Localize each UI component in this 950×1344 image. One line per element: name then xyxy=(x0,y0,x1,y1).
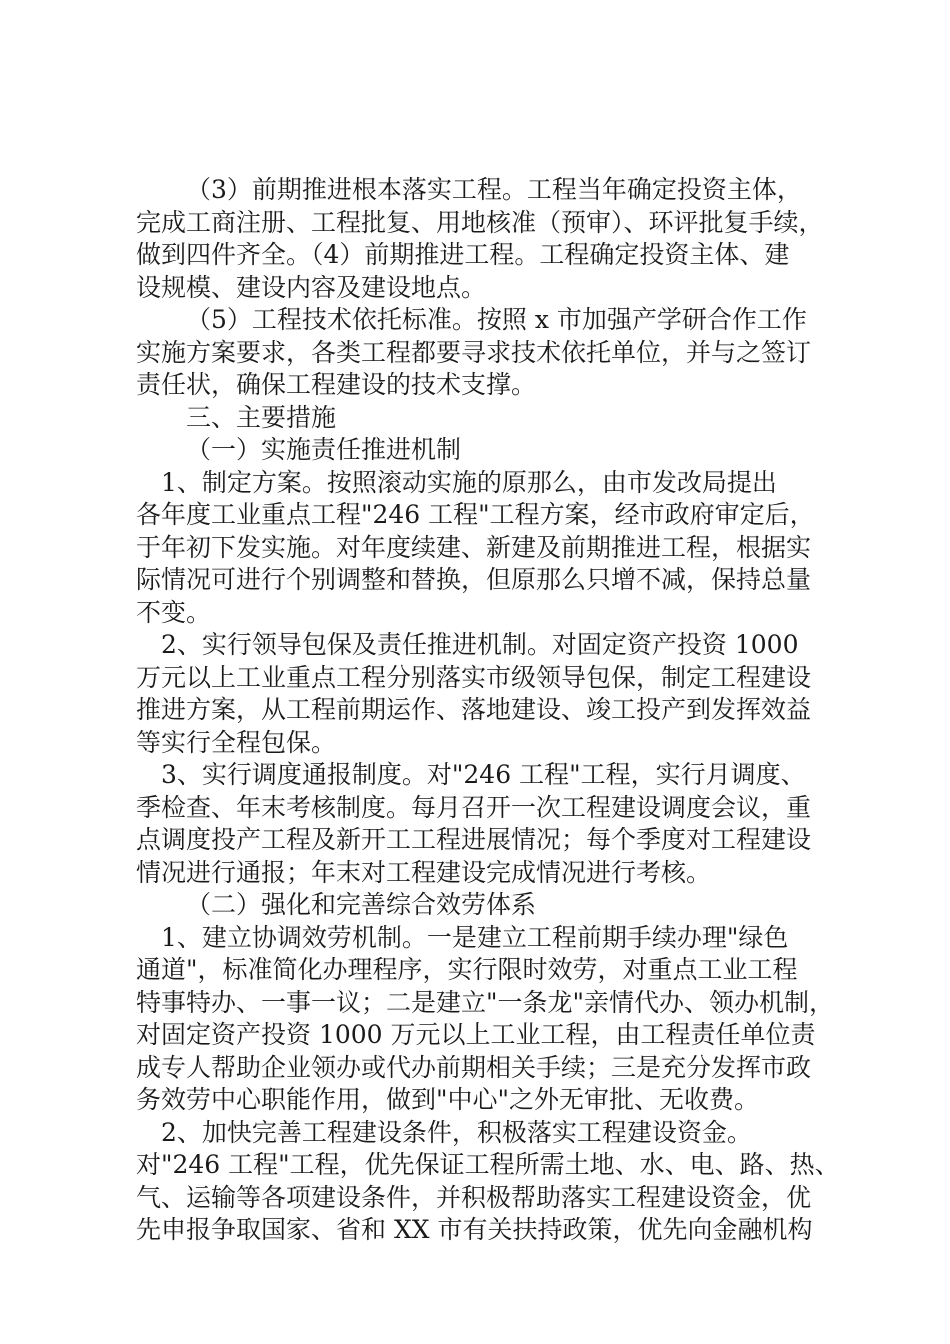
paragraph-line: 通道"，标准简化办理程序，实行限时效劳，对重点工业工程 xyxy=(136,955,798,984)
paragraph-line: 2、实行领导包保及责任推进机制。对固定资产投资 1000 xyxy=(161,630,799,659)
paragraph-line: 成专人帮助企业领办或代办前期相关手续；三是充分发挥市政 xyxy=(136,1052,812,1082)
paragraph-line: 设规模、建设内容及建设地点。 xyxy=(136,272,487,302)
paragraph-line: 万元以上工业重点工程分别落实市级领导包保，制定工程建设 xyxy=(136,662,812,692)
paragraph-line: 特事特办、一事一议；二是建立"一条龙"亲情代办、领办机制， xyxy=(136,987,835,1017)
subsection-heading: （二）强化和完善综合效劳体系 xyxy=(186,890,537,919)
paragraph-line: （3）前期推进根本落实工程。工程当年确定投资主体， xyxy=(186,175,802,204)
paragraph-line: 2、加快完善工程建设条件，积极落实工程建设资金。 xyxy=(161,1117,752,1147)
paragraph-line: 3、实行调度通报制度。对"246 工程"工程，实行月调度、 xyxy=(161,760,806,789)
paragraph-line: 对固定资产投资 1000 万元以上工业工程，由工程责任单位责 xyxy=(136,1020,816,1049)
paragraph-line: 责任状，确保工程建设的技术支撑。 xyxy=(136,370,537,399)
paragraph-line: 各年度工业重点工程"246 工程"工程方案，经市政府审定后， xyxy=(136,500,815,529)
paragraph-line: 1、制定方案。按照滚动实施的原那么，由市发改局提出 xyxy=(161,467,777,497)
paragraph-line: 1、建立协调效劳机制。一是建立工程前期手续办理"绿色 xyxy=(161,922,789,952)
paragraph-line: 不变。 xyxy=(136,597,212,627)
paragraph-line: 点调度投产工程及新开工工程进展情况；每个季度对工程建设 xyxy=(136,825,812,854)
paragraph-line: 气、运输等各项建设条件，并积极帮助落实工程建设资金，优 xyxy=(136,1182,812,1212)
paragraph-line: 对"246 工程"工程，优先保证工程所需土地、水、电、路、热、 xyxy=(136,1150,840,1179)
section-heading: 三、主要措施 xyxy=(186,402,337,432)
paragraph-line: 季检查、年末考核制度。每月召开一次工程建设调度会议，重 xyxy=(136,792,812,822)
document-body xyxy=(136,174,840,1247)
paragraph-line: 推进方案，从工程前期运作、落地建设、竣工投产到发挥效益 xyxy=(136,695,812,724)
subsection-heading: （一）实施责任推进机制 xyxy=(186,435,462,464)
paragraph-line: 完成工商注册、工程批复、用地核准（预审）、环评批复手续， xyxy=(136,207,824,237)
paragraph-line: 务效劳中心职能作用，做到"中心"之外无审批、无收费。 xyxy=(136,1085,760,1114)
paragraph-line: 际情况可进行个别调整和替换，但原那么只增不减，保持总量 xyxy=(136,565,812,594)
paragraph-line: 先申报争取国家、省和 XX 市有关扶持政策，优先向金融机构 xyxy=(136,1215,813,1244)
paragraph-line: 等实行全程包保。 xyxy=(136,727,337,757)
paragraph-line: 情况进行通报；年末对工程建设完成情况进行考核。 xyxy=(136,857,712,887)
paragraph-line: 实施方案要求，各类工程都要寻求技术依托单位，并与之签订 xyxy=(136,337,812,367)
paragraph-line: 做到四件齐全。（4）前期推进工程。工程确定投资主体、建 xyxy=(136,240,790,269)
paragraph-line: 于年初下发实施。对年度续建、新建及前期推进工程，根据实 xyxy=(136,532,812,562)
paragraph-line: （5）工程技术依托标准。按照 x 市加强产学研合作工作 xyxy=(186,305,807,334)
